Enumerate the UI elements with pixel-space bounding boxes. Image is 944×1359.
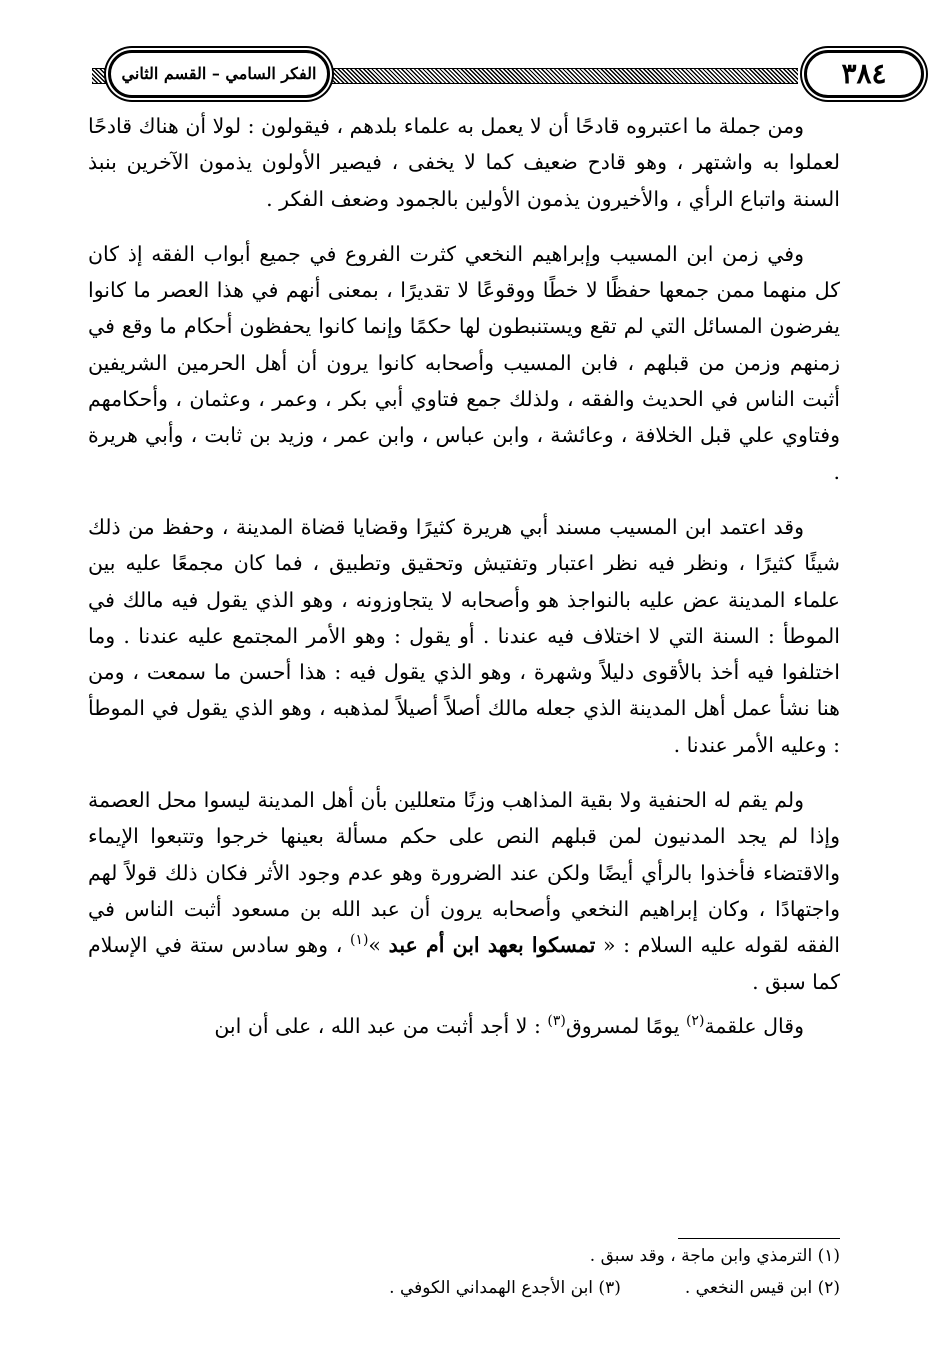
paragraph-4-text: ولم يقم له الحنفية ولا بقية المذاهب وزنًا متعللين بأن أهل المدينة ليسوا محل العصمة وإذا لم يجد المدنيون لمن قبلهم النص على حكم مسألة بعينها خرجوا وتتبعوا الإيماء والاقتضاء فأخذوا بالرأي أيضًا ولكن عند الضرورة وهو عدم وجود الأثر فكان ذلك قولاً لهم واجتهادًا ، وكان إبراهيم النخعي وأصحابه يرون أن عبد الله بن مسعود أثبت الناس في الفقه لقوله عليه السلام : « [88, 788, 840, 958]
paragraph-1: ومن جملة ما اعتبروه قادحًا أن لا يعمل به علماء بلدهم ، فيقولون : لولا أن هناك قادحًا لعملوا به واشتهر ، وهو قادح ضعيف كما لا يخفى ، فيصير الأولون يذمون الآخرين بنبذ السنة واتباع الرأي ، والأخيرون يذمون الأولين بالجمود وضعف الفكر . [88, 114, 840, 211]
page-number: ٣٨٤ [841, 57, 887, 90]
running-title: الفكر السامي – القسم الثاني [121, 64, 317, 83]
footnote-ref-1: (١) [349, 932, 369, 949]
page-number-box [804, 50, 924, 98]
footnote-2: (٢) ابن قيس النخعي . [684, 1278, 840, 1298]
footnotes [88, 1240, 840, 1304]
footnote-row-2 [88, 1272, 840, 1304]
header-ornament-middle [330, 68, 798, 84]
paragraph-5 [88, 1008, 840, 1044]
footnote-row-1 [88, 1240, 840, 1272]
footnote-3: (٣) ابن الأجدع الهمداني الكوفي . [389, 1278, 621, 1298]
footnote-separator [678, 1238, 840, 1239]
paragraph-5-part3: : لا أجد أثبت من عبد الله ، على أن ابن [214, 1013, 548, 1038]
paragraph-2: وفي زمن ابن المسيب وإبراهيم النخعي كثرت الفروع في جميع أبواب الفقه إذ كان كل منهما ممن جمعها حفظًا لا خطًا ووقوعًا لا تقديرًا ، بمعنى أنهم في هذا العصر ما كانوا يفرضون المسائل التي لم تقع ويستنبطون لها حكمًا وإنما كانوا يحفظون أحكام ما وقع في زمنهم وزمن من قبلهم ، فابن المسيب وأصحابه كانوا يرون أن أهل الحرمين الشريفين أثبت الناس في الحديث والفقه ، ولذلك جمع فتاوي أبي بكر ، وعمر ، وعثمان ، وأحكامهم وفتاوي علي قبل الخلافة ، وعائشة ، وابن عباس ، وابن عمر ، وزيد بن ثابت ، وأبي هريرة . [88, 241, 840, 484]
page-header [92, 44, 887, 110]
paragraph-3: وقد اعتمد ابن المسيب مسند أبي هريرة كثيرًا وقضايا قضاة المدينة ، وحفظ من ذلك شيئًا كثيرًا ، ونظر فيه نظر اعتبار وتفتيش وتحقيق وتطبيق ، فما كان مجمعًا عليه بين علماء المدينة عض عليه بالنواجذ هو وأصحابه لا يتجاوزونه ، وهو الذي يقول فيه مالك في الموطأ : السنة التي لا اختلاف فيه عندنا . أو يقول : وهو الأمر المجتمع عليه عندنا . وما اختلفوا فيه أخذ بالأقوى دليلاً وشهرة ، وهو الذي يقول فيه : هذا أحسن ما سمعت ، ومن هنا نشأ عمل أهل المدينة الذي جعله مالك أصلاً أصيلاً لمذهبه ، وهو الذي يقول في الموطأ : وعليه الأمر عندنا . [88, 514, 840, 757]
running-title-box [108, 50, 330, 98]
footnote-1: (١) الترمذي وابن ماجة ، وقد سبق . [589, 1246, 840, 1266]
footnote-ref-3: (٣) [547, 1013, 566, 1029]
footnote-ref-2: (٢) [685, 1013, 705, 1029]
paragraph-5-part2: يومًا لمسروق [565, 1013, 686, 1038]
paragraph-4-end: ، وهو سادس ستة في الإسلام كما سبق . [88, 933, 840, 994]
paragraph-5-part1: وقال علقمة [704, 1013, 804, 1038]
paragraph-4 [88, 782, 840, 1000]
hadith-quote-close: » [368, 933, 389, 958]
hadith-quote: تمسكوا بعهد ابن أم عبد [388, 933, 596, 958]
main-text [88, 108, 840, 1063]
footnote-gap [621, 1272, 685, 1304]
